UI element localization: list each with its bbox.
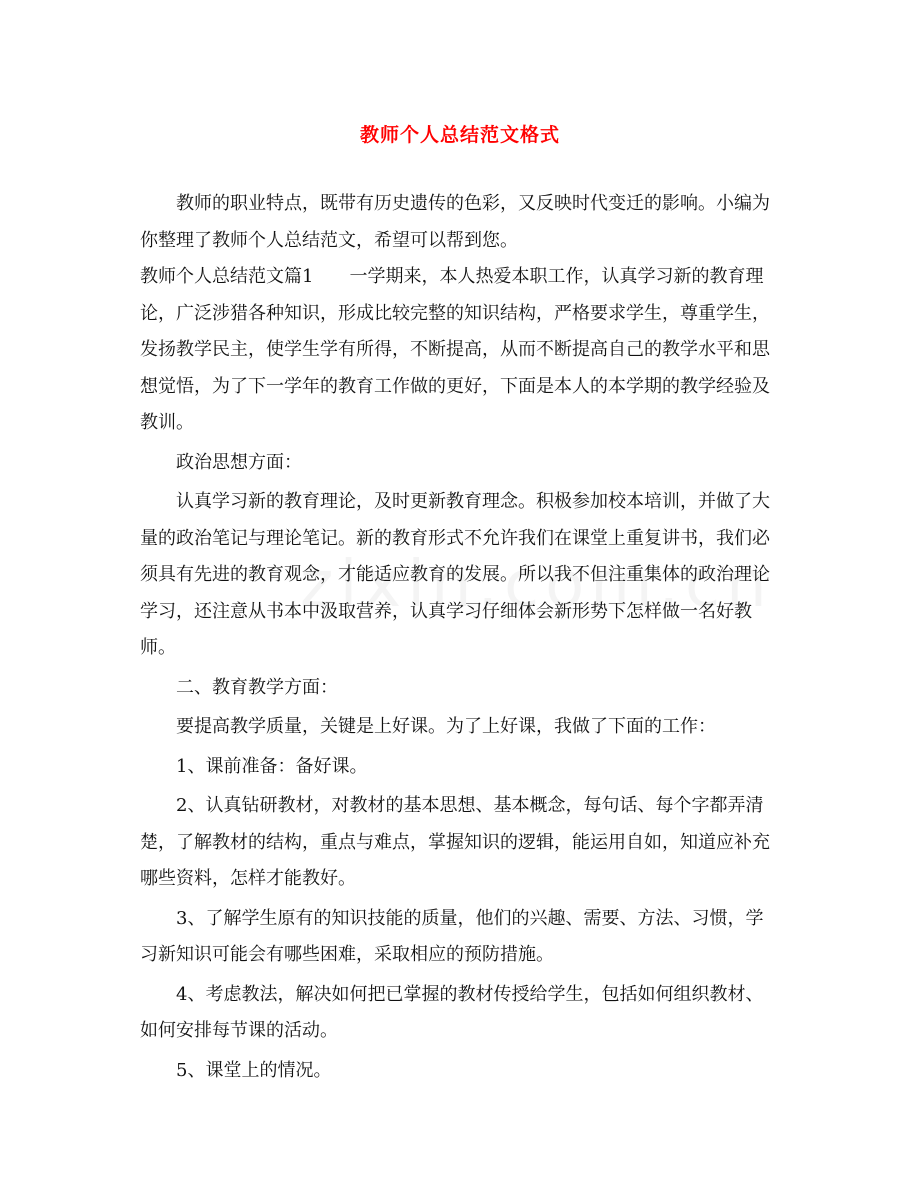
list-item-3: 3、了解学生原有的知识技能的质量，他们的兴趣、需要、方法、习惯，学习新知识可能会有哪些困难，采取相应的预防措施。 bbox=[140, 907, 764, 965]
list-item-2: 2、认真钻研教材，对教材的基本思想、基本概念，每句话、每个字都弄清楚，了解教材的结构，重点与难点，掌握知识的逻辑，能运用自如，知道应补充哪些资料，怎样才能教好。 bbox=[140, 795, 770, 889]
list-item-5: 5、课堂上的情况。 bbox=[176, 1059, 332, 1081]
heading-teaching: 二、教育教学方面： bbox=[176, 676, 338, 698]
political-thought-paragraph: 认真学习新的教育理论，及时更新教育理念。积极参加校本培训，并做了大量的政治笔记与理论笔记。新的教育形式不允许我们在课堂上重复讲书，我们必须具有先进的教育观念，才能适应教育的发展。所以我不但注重集体的政治理论学习，还注意从书本中汲取营养，认真学习仔细体会新形势下怎样做一名好教师。 bbox=[140, 491, 770, 658]
list-item-1: 1、课前准备：备好课。 bbox=[176, 755, 368, 777]
list-item-4: 4、考虑教法，解决如何把已掌握的教材传授给学生，包括如何组织教材、如何安排每节课的活动。 bbox=[140, 983, 764, 1041]
section-paragraph-1: 教师个人总结范文篇1 一学期来，本人热爱本职工作，认真学习新的教育理论，广泛涉猎各种知识，形成比较完整的知识结构，严格要求学生，尊重学生，发扬教学民主，使学生学有所得，不断提高，从而不断提高自己的教学水平和思想觉悟，为了下一学年的教育工作做的更好，下面是本人的本学期的教学经验及教训。 bbox=[140, 266, 770, 433]
teaching-intro-paragraph: 要提高教学质量，关键是上好课。为了上好课，我做了下面的工作： bbox=[176, 716, 716, 737]
document-body bbox=[140, 186, 780, 1089]
heading-political-thought: 政治思想方面： bbox=[176, 451, 302, 473]
intro-paragraph: 教师的职业特点，既带有历史遗传的色彩，又反映时代变迁的影响。小编为你整理了教师个人总结范文，希望可以帮到您。 bbox=[140, 193, 770, 251]
document-title: 教师个人总结范文格式 bbox=[359, 124, 560, 146]
